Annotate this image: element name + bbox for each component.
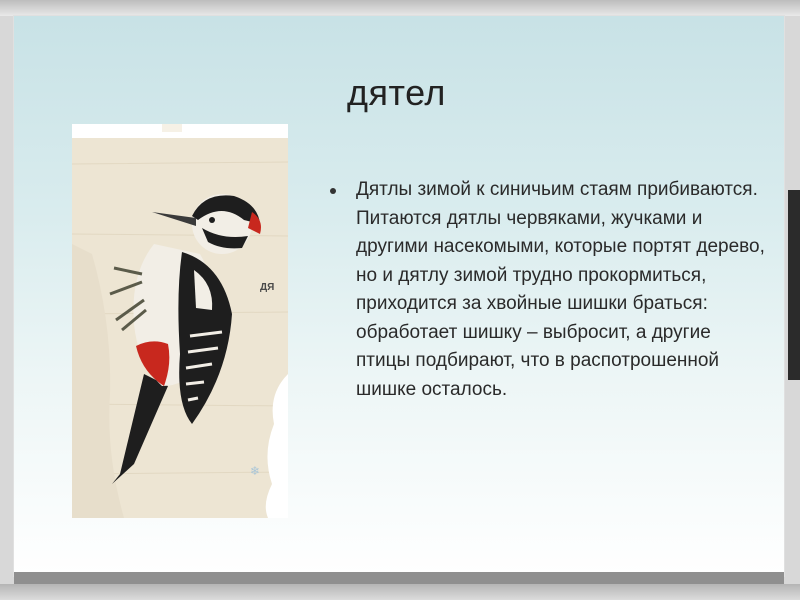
woodpecker-illustration — [72, 124, 288, 518]
window-bottom-strip — [0, 584, 800, 600]
bullet-text: Дятлы зимой к синичьим стаям прибиваются. Питаются дятлы червяками, жучками и другими насекомыми, которые портят дерево, но и дятлу зимой трудно прокормиться, приходится за хвойные шишки браться: обработает шишку – выбросит, а другие птицы подбирают, что в распотрошенной шишке осталось. — [356, 179, 765, 400]
window-top-strip — [0, 0, 800, 16]
image-caption: ДЯ — [260, 282, 275, 293]
scroll-handle[interactable] — [788, 190, 800, 380]
slide-title: дятел — [347, 72, 446, 113]
bullet-dot-icon — [330, 188, 336, 194]
snowflake-icon: ❄ — [250, 464, 261, 478]
woodpecker-image — [72, 124, 288, 518]
slide-bottom-bar — [14, 572, 784, 584]
